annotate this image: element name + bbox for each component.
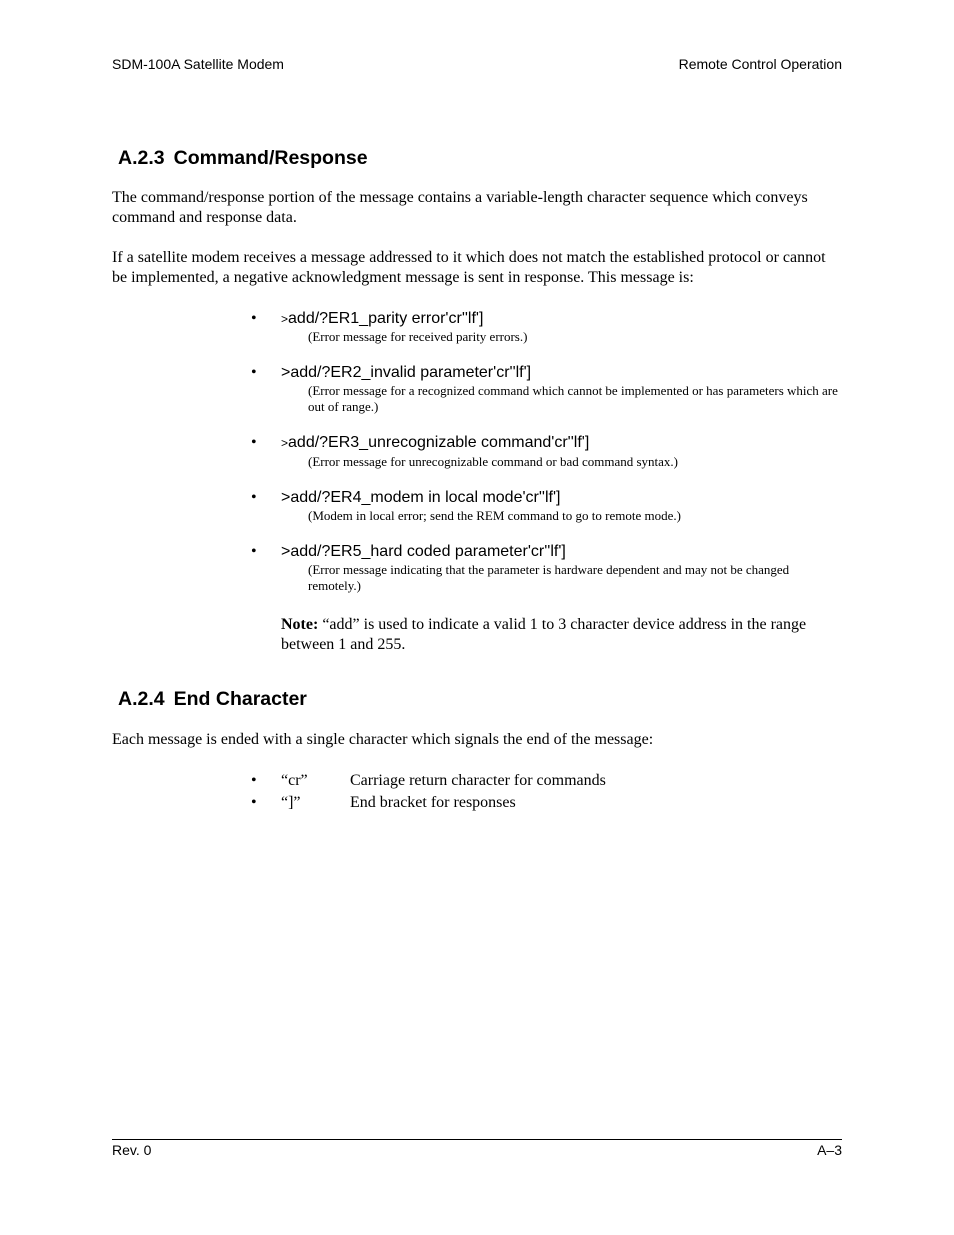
end-character-description: End bracket for responses bbox=[350, 794, 516, 811]
command-text: add/?ER4_modem in local mode'cr''lf'] bbox=[290, 489, 561, 506]
end-character: “]” bbox=[281, 794, 301, 811]
command-prefix: > bbox=[281, 543, 291, 560]
running-header-right: Remote Control Operation bbox=[678, 56, 842, 72]
command-text: add/?ER2_invalid parameter'cr''lf'] bbox=[290, 364, 532, 381]
error-description: (Modem in local error; send the REM command to go to remote mode.) bbox=[308, 508, 681, 523]
bullet-icon: • bbox=[251, 310, 257, 327]
footer-revision: Rev. 0 bbox=[112, 1142, 152, 1158]
end-character-description: Carriage return character for commands bbox=[350, 772, 606, 789]
paragraph: The command/response portion of the message contains a variable-length character sequence which conveys command and response data. bbox=[112, 189, 808, 226]
command-text: add/?ER5_hard coded parameter'cr''lf'] bbox=[290, 543, 566, 560]
section-heading-a24 bbox=[118, 688, 307, 711]
command-text: add/?ER3_unrecognizable command'cr''lf'] bbox=[288, 434, 590, 451]
command-text: add/?ER1_parity error'cr''lf'] bbox=[288, 310, 484, 327]
paragraph: Each message is ended with a single character which signals the end of the message: bbox=[112, 731, 654, 748]
command-prefix: > bbox=[281, 489, 291, 506]
note bbox=[281, 615, 821, 655]
footer-divider bbox=[112, 1139, 842, 1140]
command-prefix: > bbox=[281, 436, 289, 450]
paragraph: If a satellite modem receives a message addressed to it which does not match the established protocol or cannot be implemented, a negative acknowledgment message is sent in response. This message is: bbox=[112, 249, 826, 286]
bullet-icon: • bbox=[251, 489, 257, 506]
error-command bbox=[281, 363, 531, 383]
command-prefix: > bbox=[281, 364, 291, 381]
footer-page-number: A–3 bbox=[817, 1142, 842, 1158]
section-number: A.2.3 bbox=[118, 147, 165, 169]
section-title: End Character bbox=[173, 688, 307, 710]
error-command bbox=[281, 433, 589, 453]
note-label: Note: bbox=[281, 616, 319, 633]
section-title: Command/Response bbox=[173, 147, 368, 169]
bullet-icon: • bbox=[251, 543, 257, 560]
section-number: A.2.4 bbox=[118, 688, 165, 710]
error-description: (Error message for a recognized command which cannot be implemented or has parameters which are out of range.) bbox=[308, 383, 838, 414]
error-description: (Error message for unrecognizable command or bad command syntax.) bbox=[308, 454, 679, 469]
command-prefix: > bbox=[281, 312, 289, 326]
bullet-icon: • bbox=[251, 364, 257, 381]
error-command bbox=[281, 309, 483, 329]
error-command bbox=[281, 488, 560, 508]
bullet-icon: • bbox=[251, 794, 257, 811]
end-character: “cr” bbox=[281, 772, 308, 789]
error-description: (Error message for received parity errors.) bbox=[308, 329, 528, 344]
section-heading-a23 bbox=[118, 147, 368, 170]
bullet-icon: • bbox=[251, 772, 257, 789]
error-command bbox=[281, 542, 566, 562]
bullet-icon: • bbox=[251, 434, 257, 451]
running-header-left: SDM-100A Satellite Modem bbox=[112, 56, 284, 72]
error-description: (Error message indicating that the parameter is hardware dependent and may not be changed remotely.) bbox=[308, 562, 790, 593]
note-text: “add” is used to indicate a valid 1 to 3 character device address in the range between 1 and 255. bbox=[281, 616, 807, 653]
